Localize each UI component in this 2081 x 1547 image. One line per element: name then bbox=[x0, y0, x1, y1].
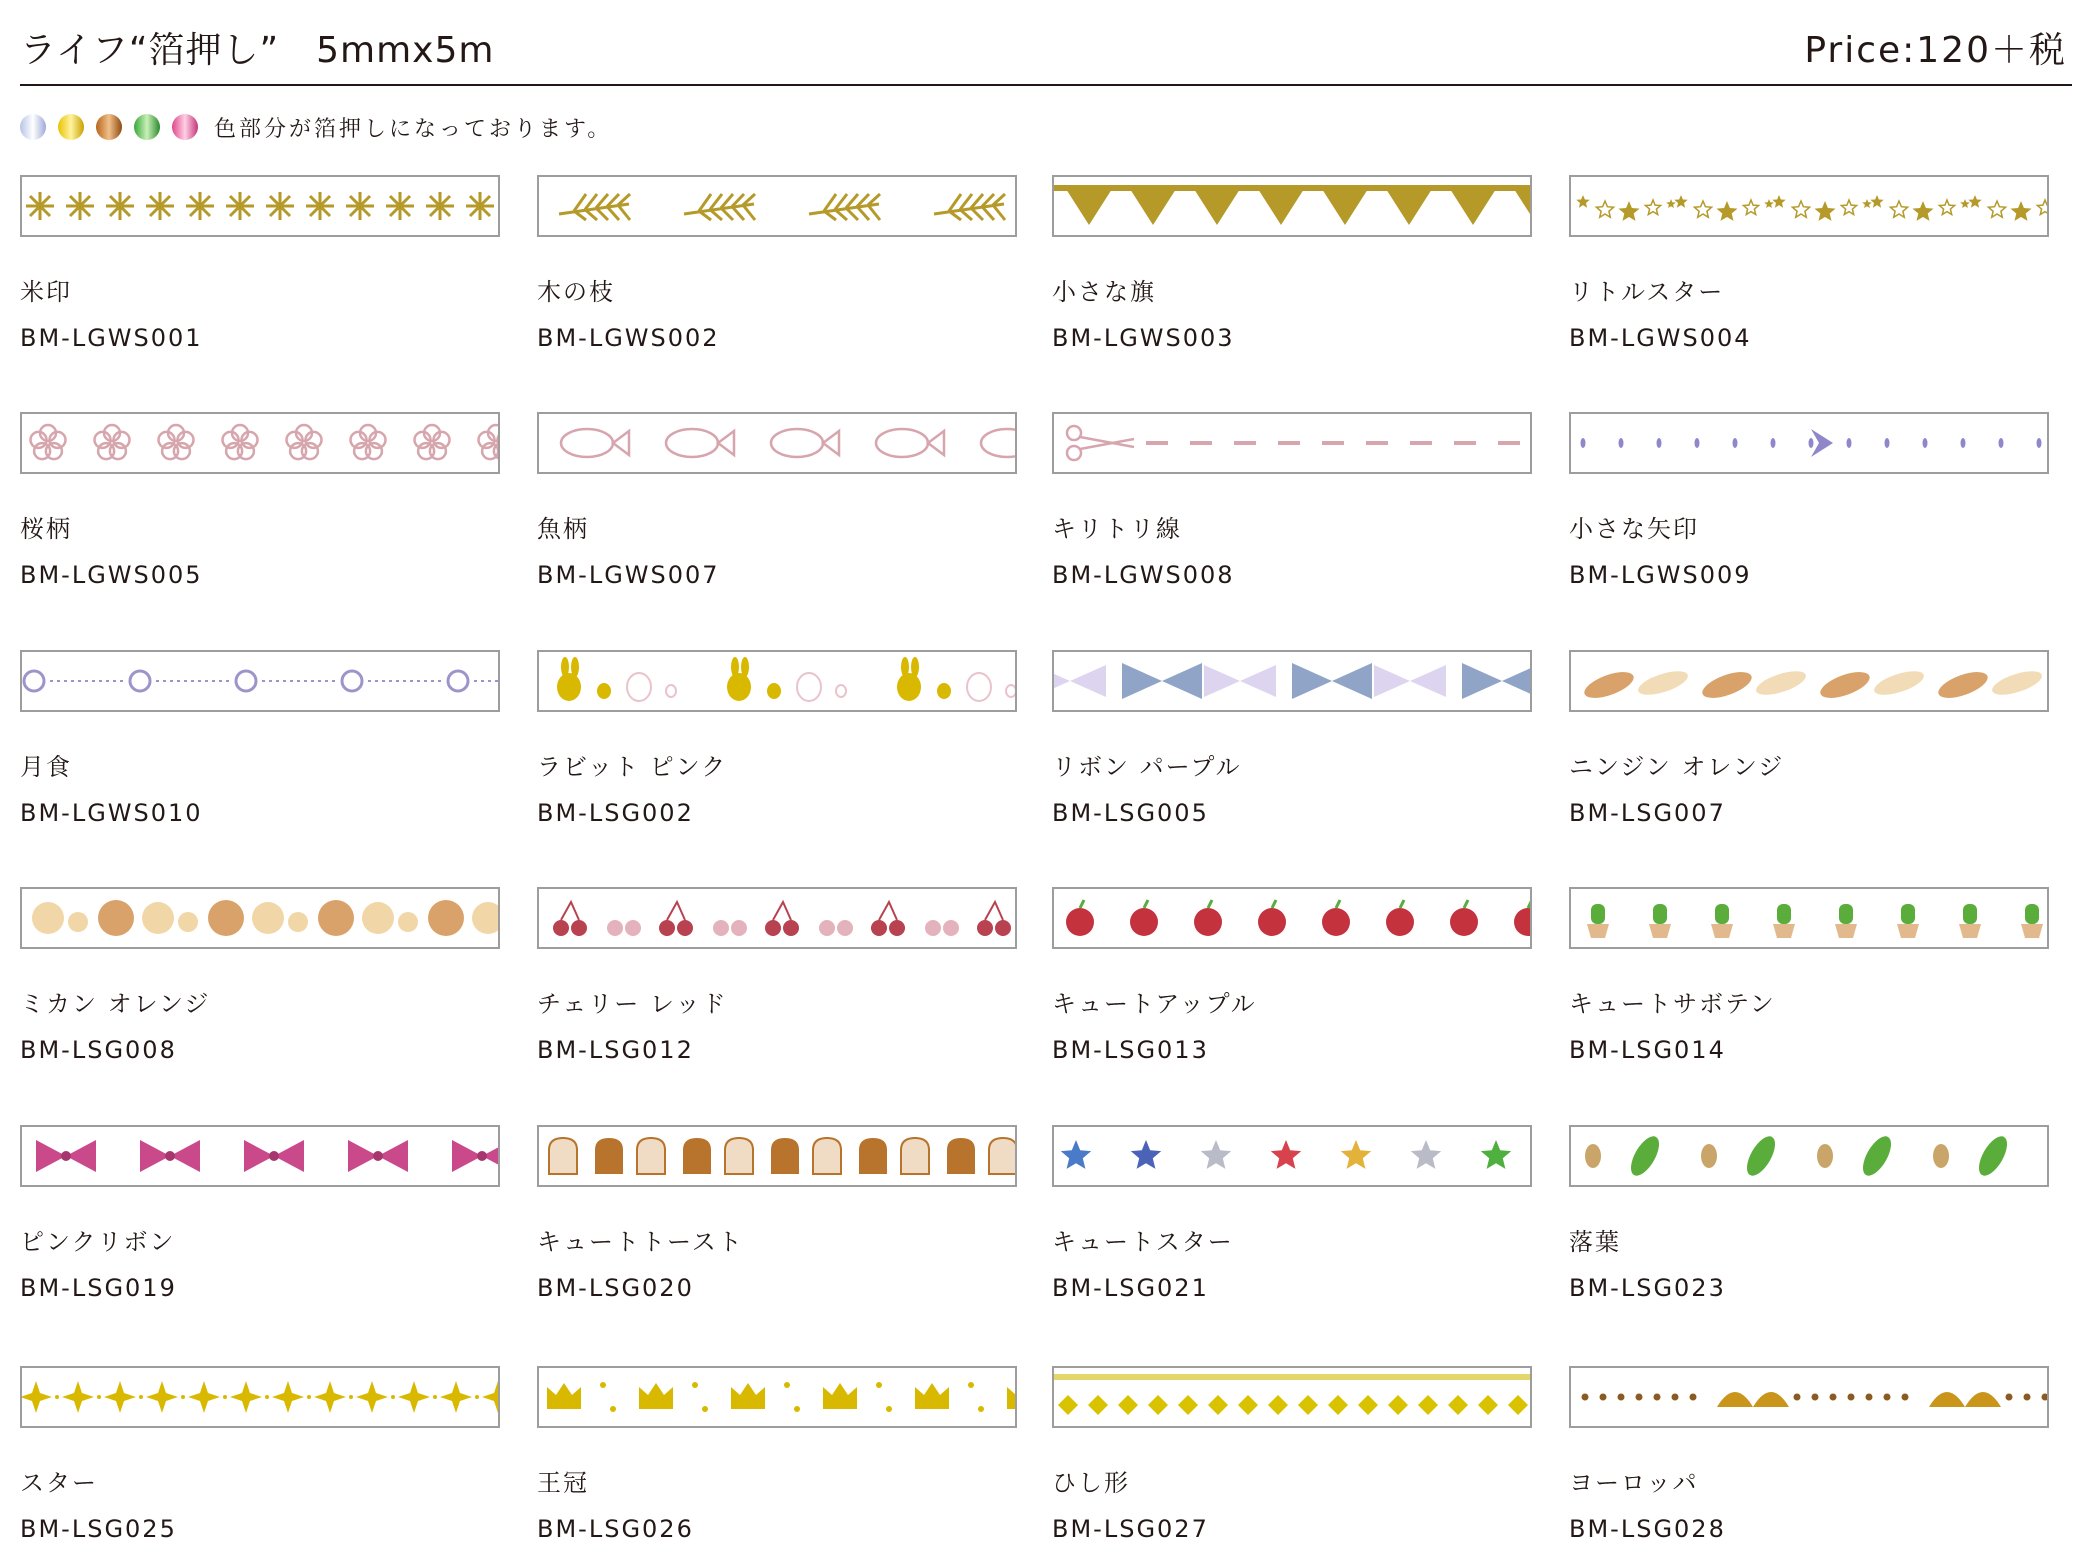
product-name: ヨーロッパ bbox=[1569, 1469, 1699, 1497]
product-name: 落葉 bbox=[1569, 1228, 1621, 1256]
product-code: BM-LSG025 bbox=[20, 1515, 177, 1543]
tape-pattern-branch bbox=[539, 177, 1015, 235]
silver-purple-foil-swatch bbox=[20, 114, 46, 140]
product-name: 月食 bbox=[20, 753, 72, 781]
legend-text: 色部分が箔押しになっております。 bbox=[214, 116, 613, 142]
product-card bbox=[20, 887, 500, 1065]
product-name: ひし形 bbox=[1052, 1469, 1130, 1497]
tape-pattern-apple bbox=[1054, 889, 1530, 947]
product-code: BM-LSG014 bbox=[1569, 1036, 1726, 1064]
copper-foil-swatch bbox=[96, 114, 122, 140]
tape-sample bbox=[537, 650, 1017, 712]
product-card bbox=[1569, 175, 2049, 353]
product-card bbox=[20, 412, 500, 590]
product-name: キリトリ線 bbox=[1052, 515, 1182, 543]
product-name: ラビット ピンク bbox=[537, 753, 728, 781]
tape-sample bbox=[1569, 887, 2049, 949]
product-code: BM-LSG005 bbox=[1052, 799, 1209, 827]
tape-sample bbox=[1052, 650, 1532, 712]
tape-pattern-littlestars bbox=[1571, 177, 2047, 235]
tape-pattern-cutestar bbox=[1054, 1127, 1530, 1185]
product-name: リトルスター bbox=[1569, 278, 1725, 306]
tape-sample bbox=[1052, 1125, 1532, 1187]
tape-sample bbox=[537, 1125, 1017, 1187]
tape-sample bbox=[537, 887, 1017, 949]
tape-pattern-sakura bbox=[22, 414, 498, 472]
tape-sample bbox=[1569, 412, 2049, 474]
product-code: BM-LSG028 bbox=[1569, 1515, 1726, 1543]
product-card bbox=[1052, 650, 1532, 828]
tape-pattern-fish bbox=[539, 414, 1015, 472]
product-code: BM-LSG007 bbox=[1569, 799, 1726, 827]
product-card bbox=[1569, 887, 2049, 1065]
tape-pattern-pinkribbon bbox=[22, 1127, 498, 1185]
product-name: スター bbox=[20, 1469, 98, 1497]
tape-sample bbox=[1569, 650, 2049, 712]
product-code: BM-LSG008 bbox=[20, 1036, 177, 1064]
tape-sample bbox=[1569, 175, 2049, 237]
product-code: BM-LSG021 bbox=[1052, 1274, 1209, 1302]
product-card bbox=[1569, 1125, 2049, 1303]
product-card bbox=[1052, 1125, 1532, 1303]
product-card bbox=[20, 175, 500, 353]
product-card bbox=[537, 1125, 1017, 1303]
product-name: リボン パープル bbox=[1052, 753, 1242, 781]
tape-pattern-sparkle bbox=[22, 1368, 498, 1426]
product-name: 桜柄 bbox=[20, 515, 72, 543]
tape-sample bbox=[20, 1125, 500, 1187]
tape-sample bbox=[1052, 1366, 1532, 1428]
tape-sample bbox=[20, 175, 500, 237]
product-code: BM-LSG012 bbox=[537, 1036, 694, 1064]
product-code: BM-LGWS007 bbox=[537, 561, 720, 589]
green-foil-swatch bbox=[134, 114, 160, 140]
product-card bbox=[20, 1366, 500, 1544]
tape-sample bbox=[20, 1366, 500, 1428]
product-code: BM-LGWS005 bbox=[20, 561, 203, 589]
header-divider bbox=[20, 84, 2072, 86]
product-code: BM-LSG002 bbox=[537, 799, 694, 827]
tape-pattern-cutline bbox=[1054, 414, 1530, 472]
tape-pattern-arrows bbox=[1571, 414, 2047, 472]
tape-pattern-rabbit bbox=[539, 652, 1015, 710]
product-code: BM-LSG020 bbox=[537, 1274, 694, 1302]
price-label: Price:120＋税 bbox=[1804, 30, 2067, 71]
tape-pattern-asterisk bbox=[22, 177, 498, 235]
pink-foil-swatch bbox=[172, 114, 198, 140]
product-card bbox=[537, 1366, 1017, 1544]
product-name: ミカン オレンジ bbox=[20, 990, 211, 1018]
tape-sample bbox=[1052, 412, 1532, 474]
tape-pattern-mikan bbox=[22, 889, 498, 947]
product-code: BM-LGWS009 bbox=[1569, 561, 1752, 589]
tape-pattern-ribbonpurple bbox=[1054, 652, 1530, 710]
tape-pattern-eclipse bbox=[22, 652, 498, 710]
product-card bbox=[1052, 1366, 1532, 1544]
product-code: BM-LSG013 bbox=[1052, 1036, 1209, 1064]
tape-sample bbox=[537, 412, 1017, 474]
tape-pattern-leaves bbox=[1571, 1127, 2047, 1185]
page-title: ライフ“箔押し” 5mmx5m bbox=[20, 30, 495, 71]
tape-sample bbox=[1052, 175, 1532, 237]
product-code: BM-LGWS003 bbox=[1052, 324, 1235, 352]
tape-sample bbox=[20, 887, 500, 949]
tape-sample bbox=[1569, 1366, 2049, 1428]
product-card bbox=[537, 650, 1017, 828]
tape-pattern-cherry bbox=[539, 889, 1015, 947]
product-name: 木の枝 bbox=[537, 278, 615, 306]
tape-sample bbox=[20, 650, 500, 712]
product-name: キュートトースト bbox=[537, 1228, 744, 1256]
product-card bbox=[1052, 887, 1532, 1065]
product-code: BM-LSG026 bbox=[537, 1515, 694, 1543]
product-code: BM-LGWS001 bbox=[20, 324, 203, 352]
product-name: 王冠 bbox=[537, 1469, 589, 1497]
tape-pattern-crown bbox=[539, 1368, 1015, 1426]
product-code: BM-LGWS002 bbox=[537, 324, 720, 352]
tape-pattern-diamond bbox=[1054, 1368, 1530, 1426]
tape-pattern-flags bbox=[1054, 177, 1530, 235]
product-card bbox=[1052, 412, 1532, 590]
product-name: 魚柄 bbox=[537, 515, 589, 543]
foil-legend bbox=[20, 110, 612, 144]
product-name: 小さな矢印 bbox=[1569, 515, 1699, 543]
tape-sample bbox=[1569, 1125, 2049, 1187]
gold-foil-swatch bbox=[58, 114, 84, 140]
product-code: BM-LSG019 bbox=[20, 1274, 177, 1302]
tape-sample bbox=[537, 175, 1017, 237]
tape-pattern-europe bbox=[1571, 1368, 2047, 1426]
product-card bbox=[1569, 412, 2049, 590]
product-card bbox=[537, 175, 1017, 353]
product-code: BM-LGWS004 bbox=[1569, 324, 1752, 352]
product-name: ピンクリボン bbox=[20, 1228, 176, 1256]
product-code: BM-LSG027 bbox=[1052, 1515, 1209, 1543]
product-name: キュートスター bbox=[1052, 1228, 1234, 1256]
product-name: 米印 bbox=[20, 278, 72, 306]
product-card bbox=[537, 887, 1017, 1065]
product-code: BM-LSG023 bbox=[1569, 1274, 1726, 1302]
product-card bbox=[20, 1125, 500, 1303]
product-name: 小さな旗 bbox=[1052, 278, 1156, 306]
product-name: キュートアップル bbox=[1052, 990, 1257, 1018]
product-name: ニンジン オレンジ bbox=[1569, 753, 1785, 781]
tape-pattern-cactus bbox=[1571, 889, 2047, 947]
product-code: BM-LGWS010 bbox=[20, 799, 203, 827]
tape-sample bbox=[20, 412, 500, 474]
tape-sample bbox=[1052, 887, 1532, 949]
product-name: チェリー レッド bbox=[537, 990, 728, 1018]
product-card bbox=[1569, 1366, 2049, 1544]
product-name: キュートサボテン bbox=[1569, 990, 1776, 1018]
product-card bbox=[20, 650, 500, 828]
product-card bbox=[1052, 175, 1532, 353]
product-code: BM-LGWS008 bbox=[1052, 561, 1235, 589]
tape-pattern-carrot bbox=[1571, 652, 2047, 710]
tape-pattern-toast bbox=[539, 1127, 1015, 1185]
tape-sample bbox=[537, 1366, 1017, 1428]
foil-swatches bbox=[20, 114, 210, 140]
product-card bbox=[1569, 650, 2049, 828]
product-card bbox=[537, 412, 1017, 590]
